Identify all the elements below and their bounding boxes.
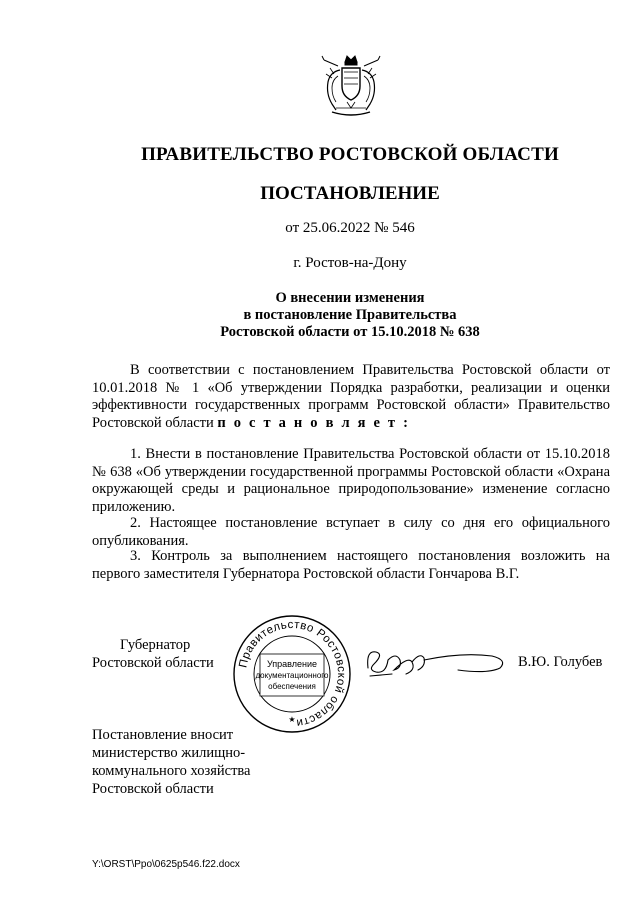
submitter-note-line: коммунального хозяйства [92, 763, 251, 779]
submitter-note-line: министерство жилищно- [92, 745, 246, 761]
resolution-item-text: 2. Настоящее постановление вступает в силу со дня его официального опубликования. [92, 515, 610, 549]
submitter-note-line: Постановление вносит [92, 727, 234, 743]
intro-text: В соответствии с постановлением Правительства Ростовской области от 10.01.2018 № 1 «Об утверждении Порядка разработки, реализации и оценки эффективности государственных программ Ростовской области» Правительство Ростовской области [92, 362, 610, 431]
resolution-item-text: 3. Контроль за выполнением настоящего постановления возложить на первого заместителя Губернатора Ростовской области Гончарова В.Г. [92, 548, 610, 582]
submitter-note [92, 726, 251, 798]
resolution-item-3 [92, 548, 610, 583]
subject-line: в постановление Правительства [243, 307, 457, 323]
file-path: Y:\ORST\Ppo\0625p546.f22.docx [92, 859, 240, 870]
signer-position-line: Ростовской области [92, 655, 214, 671]
document-date-number: от 25.06.2022 № 546 [285, 220, 415, 236]
government-title: ПРАВИТЕЛЬСТВО РОСТОВСКОЙ ОБЛАСТИ [141, 144, 559, 165]
document-subject [0, 290, 640, 341]
resolution-item-text: 1. Внести в постановление Правительства Ростовской области от 15.10.2018 № 638 «Об утверждении государственной программы Ростовской области «Охрана окружающей среды и рациональное природопользование» изменение согласно приложению. [92, 446, 610, 515]
stamp-inner-line: обеспечения [268, 682, 316, 691]
stamp-outer-text: Правительство Ростовской области [237, 618, 348, 729]
document-city: г. Ростов-на-Дону [293, 255, 407, 271]
subject-line: О внесении изменения [275, 290, 425, 306]
subject-line: Ростовской области от 15.10.2018 № 638 [220, 324, 480, 340]
intro-paragraph [92, 362, 610, 432]
handwritten-signature [362, 642, 512, 682]
stamp-star-icon: ★ [288, 715, 296, 724]
stamp-inner-line: документационного [255, 671, 329, 680]
document-type: ПОСТАНОВЛЕНИЕ [260, 183, 440, 204]
signer-position-line: Губернатор [120, 637, 191, 653]
coat-of-arms-icon [316, 52, 386, 122]
signer-name: В.Ю. Голубев [518, 654, 603, 670]
resolves-word: п о с т а н о в л я е т : [217, 414, 411, 431]
submitter-note-line: Ростовской области [92, 781, 214, 797]
official-stamp [230, 612, 354, 736]
signer-position [92, 636, 214, 672]
resolution-item-2 [92, 515, 610, 550]
stamp-inner-line: Управление [266, 659, 318, 669]
resolution-item-1 [92, 446, 610, 516]
